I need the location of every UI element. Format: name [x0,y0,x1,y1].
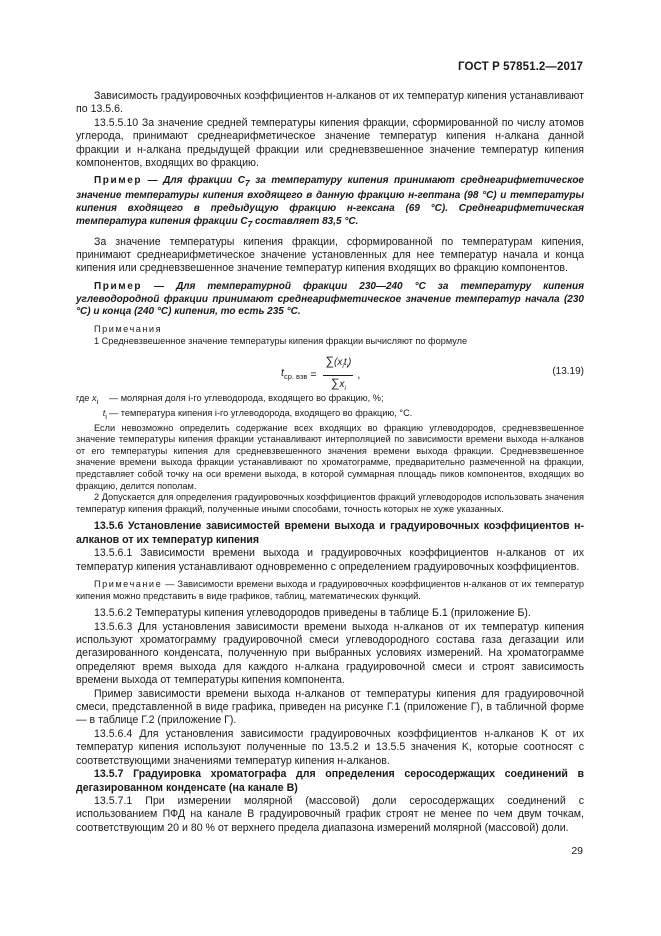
page-number: 29 [571,845,583,857]
note-2: 2 Допускается для определения градуировочных коэффициентов фракций углеводородов использовать значения температур кипения фракций, полученные иными способами, точность которых не хуже указанных. [76,492,584,514]
note-label: Примечание [94,579,163,590]
document-id-header: ГОСТ Р 57851.2—2017 [458,61,583,73]
example-text: — Для фракции С [142,175,246,187]
paragraph-13-5-6-2: 13.5.6.2 Температуры кипения углеводородов приведены в таблице Б.1 (приложение Б). [94,607,531,620]
legend-text: — молярная доля i-го углеводорода, входящего во фракцию, %; [109,393,384,404]
formula-number: (13.19) [552,366,584,378]
example-text: за температуру кипения принимают среднеарифметическое значение температуры кипения входящего в данную фракцию н-гептана (98 °С) и температуры кипения входящего в предыдущую фракцию н-гексана (69 °С). Среднеарифметическая температура кипения фракции С [76,175,584,227]
formula-lhs: $t_{ср. взв}$ [281,367,308,382]
note-text: — Зависимости времени выхода и градуировочных коэффициентов н-алканов от их температур кипения можно представить в виде графиков, таблиц, математических функций. [76,579,584,601]
legend-row-x [76,393,584,408]
paragraph-13-5-6-1: 13.5.6.1 Зависимости времени выхода и градуировочных коэффициентов н-алканов от их температур кипения устанавливают одновременно с определением градуировочных коэффициентов. [76,547,584,573]
formula-period: , [357,368,361,381]
example-1 [76,175,584,230]
formula-fraction [323,355,353,395]
example-label: Пример [94,280,143,292]
paragraph: За значение температуры кипения фракции, сформированной по температурам кипения, принимают среднеарифметическое значение установленных для нее температур начала и конца кипения или средневзвешенное значение температур кипения входящих во фракцию компонентов. [76,235,584,275]
section-heading-13-5-7: 13.5.7 Градуировка хроматографа для определения серосодержащих соединений в дегазированном конденсате (на канале В) [76,768,584,794]
formula-numerator: $\sum(x_it_i)$ [323,355,353,375]
example-text: — Для температурной фракции 230—240 °С за температуру кипения углеводородной фракции принимают среднеарифметическое значение температур начала (230 °С) и конца (240 °С) кипения, то есть 235 °С. [76,280,584,318]
document-body [76,90,584,835]
formula-13-19 [76,351,584,391]
example-label: Пример [94,175,143,187]
formula-denominator: $\sum x_i$ [330,375,346,392]
example-2 [76,281,584,319]
paragraph-13-5-5-10: 13.5.5.10 За значение средней температуры кипения фракции, сформированной по числу атомов углерода, принимают среднеарифметическое значение температур кипения н-алкана данной фракции и н-алкана предыдущей фракции или средневзвешенное значение температур кипения компонентов, входящих во фракцию. [76,116,584,170]
subscript: 7 [245,178,250,189]
example-text: составляет 83,5 °С. [252,215,359,227]
note-1: 1 Средневзвешенное значение температуры кипения фракции вычисляют по формуле [94,335,468,346]
paragraph-example: Пример зависимости времени выхода н-алканов от температуры кипения для градуировочной смеси, представленной в виде графика, приведен на рисунке Г.1 (приложение Г), в табличной форме — в таблице Г.2 (приложение Г). [76,687,584,727]
section-heading-13-5-6: 13.5.6 Установление зависимостей времени выхода и градуировочных коэффициентов н-алканов от их температур кипения [76,520,584,546]
formula-legend [76,393,584,422]
subscript: 7 [247,218,253,229]
paragraph: Зависимость градуировочных коэффициентов н-алканов от их температур кипения устанавливают по 13.5.6. [76,90,584,116]
notes-heading: Примечания [94,324,163,335]
paragraph-13-5-6-3: 13.5.6.3 Для установления зависимости времени выхода н-алканов от их температур кипения используют хроматограмму градуировочной смеси углеводородного состава газа дегазации или дегазированного конденсата, полученную при выбранных условиях измерений. На хроматограмме определяют время выхода для каждого н-алкана градуировочной смеси и строят зависимость времени выхода от температуры кипения компонента. [76,620,584,687]
paragraph-13-5-7-1: 13.5.7.1 При измерении молярной (массовой) доли серосодержащих соединений с использованием ПФД на канале В градуировочный график строят не менее по чем двум точкам, соответствующим 20 и 80 % от верхнего предела диапазона измерений молярной (массовой) доли. [76,794,584,834]
formula-equals: = [307,368,320,381]
legend-row-t [76,408,584,423]
legend-symbol: $t_i$ [102,408,107,421]
where-label: где $x_i$ [76,393,99,407]
note-1-continued: Если невозможно определить содержание всех входящих во фракцию углеводородов, средневзвешенное значение температуры кипения фракции устанавливают интерполяцией по зависимости времени выхода н-алканов от его температуры кипения для средневзвешенного значения времени выхода фракции. Средневзвешенное значение времени выхода фракции устанавливают по хроматограмме, предварительно размеченной на фракции, представляет собой точку на оси времени выхода, в которой суммарная площадь пиков компонентов, входящих во фракцию, делится пополам. [76,422,584,491]
legend-text: — температура кипения i-го углеводорода, входящего во фракцию, °С. [109,408,413,419]
note-3 [76,579,584,602]
paragraph-13-5-6-4: 13.5.6.4 Для установления зависимости градуировочных коэффициентов н-алканов K от их температур кипения используют полученные по 13.5.2 и 13.5.5 значения K, которые соотносят с соответствующими значениями температур кипения н-алканов. [76,727,584,767]
formula-expression [281,355,360,395]
